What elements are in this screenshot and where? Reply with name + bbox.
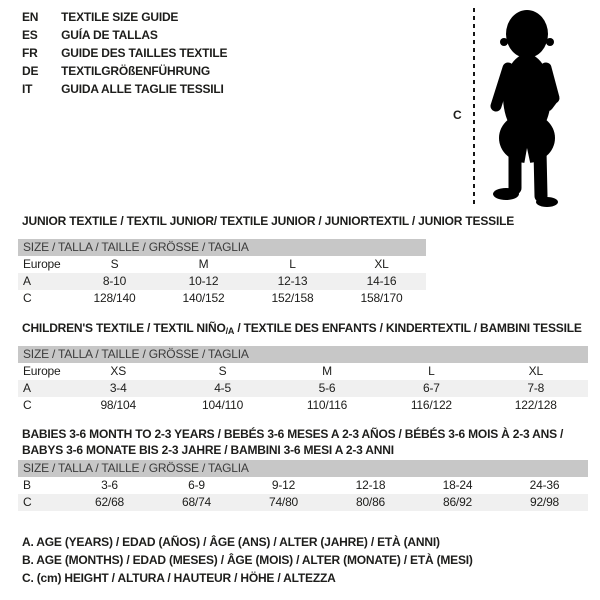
row-label: C (18, 494, 66, 511)
height-cell: 92/98 (501, 494, 588, 511)
size-cell: XL (374, 257, 389, 271)
age-cell: 3-4 (66, 380, 170, 397)
height-cell: 116/122 (410, 398, 452, 412)
table-row (18, 494, 588, 511)
table-row (18, 397, 588, 414)
language-code: DE (22, 64, 39, 78)
language-title: GUÍA DE TALLAS (61, 28, 158, 42)
height-cell: 86/92 (414, 494, 501, 511)
height-cell: 158/170 (360, 291, 403, 305)
size-cell: M (198, 257, 209, 271)
height-dashed-line (473, 8, 475, 208)
children-size-table (18, 346, 588, 414)
children-title-text: / TEXTILE DES ENFANTS / KINDERTEXTIL / BAMBINI TESSILE (234, 321, 582, 335)
row-label: C (23, 398, 32, 412)
age-cell: 7-8 (484, 380, 588, 397)
height-cell: 80/86 (327, 494, 414, 511)
height-cell: 122/128 (514, 398, 557, 412)
language-title: GUIDE DES TAILLES TEXTILE (61, 46, 228, 60)
size-cell: S (110, 257, 119, 271)
height-cell: 68/74 (153, 494, 240, 511)
age-cell: 9-12 (271, 478, 296, 492)
children-table-title (22, 321, 582, 336)
table-row (18, 363, 588, 380)
table-row (18, 380, 588, 397)
size-cell: XS (110, 364, 126, 378)
table-row (18, 256, 426, 273)
age-cell: 12-13 (248, 273, 337, 290)
note-age-months: B. AGE (MONTHS) / EDAD (MESES) / ÂGE (MOIS) / ALTER (MONATE) / ETÀ (MESI) (22, 553, 473, 567)
language-code: IT (22, 82, 33, 96)
age-cell: 12-18 (355, 478, 386, 492)
age-cell: 4-5 (170, 380, 274, 397)
language-title: TEXTILE SIZE GUIDE (61, 10, 179, 24)
height-cell: 62/68 (66, 494, 153, 511)
language-row-fr (22, 44, 227, 62)
height-cell: 110/116 (306, 398, 348, 412)
language-row-it (22, 80, 227, 98)
junior-size-table (18, 239, 426, 307)
row-label: A (18, 380, 66, 397)
size-cell: L (428, 364, 435, 378)
height-cell: 128/140 (93, 291, 136, 305)
height-cell: 74/80 (240, 494, 327, 511)
row-label: C (23, 291, 32, 305)
height-cell: 140/152 (182, 291, 225, 305)
language-row-en (22, 8, 227, 26)
language-code: FR (22, 46, 38, 60)
table-row (18, 477, 588, 494)
age-cell: 6-9 (188, 478, 205, 492)
note-height: C. (cm) HEIGHT / ALTURA / HAUTEUR / HÖHE / ALTEZZA (22, 571, 336, 585)
size-header-cell: SIZE / TALLA / TAILLE / GRÖSSE / TAGLIA (18, 239, 426, 256)
height-cell: 98/104 (100, 398, 136, 412)
table-header-row (18, 460, 588, 477)
size-cell: XL (528, 364, 543, 378)
children-title-subscript: /A (225, 326, 235, 336)
babies-title-line2: BABYS 3-6 MONATE BIS 2-3 JAHRE / BAMBINI 3-6 MESI A 2-3 ANNI (22, 443, 394, 457)
size-cell: S (218, 364, 227, 378)
language-code: ES (22, 28, 38, 42)
language-list (22, 8, 227, 98)
note-age-years: A. AGE (YEARS) / EDAD (AÑOS) / ÂGE (ANS) / ALTER (JAHRE) / ETÀ (ANNI) (22, 535, 440, 549)
children-title-text: CHILDREN'S TEXTILE / TEXTIL NIÑO (22, 321, 226, 335)
babies-table-title (22, 426, 582, 458)
table-row (18, 273, 426, 290)
junior-table-title: JUNIOR TEXTILE / TEXTIL JUNIOR/ TEXTILE JUNIOR / JUNIORTEXTIL / JUNIOR TESSILE (22, 214, 515, 228)
size-cell: M (322, 364, 332, 378)
size-header-cell: SIZE / TALLA / TAILLE / GRÖSSE / TAGLIA (18, 346, 588, 363)
height-measure-label: C (453, 108, 462, 122)
age-cell: 10-12 (159, 273, 248, 290)
toddler-silhouette-icon (486, 6, 578, 208)
language-row-de (22, 62, 227, 80)
age-cell: 18-24 (442, 478, 473, 492)
table-header-row (18, 346, 588, 363)
language-title: GUIDA ALLE TAGLIE TESSILI (61, 82, 224, 96)
legend-notes (22, 533, 473, 587)
size-header-cell: SIZE / TALLA / TAILLE / GRÖSSE / TAGLIA (18, 460, 588, 477)
age-cell: 6-7 (379, 380, 483, 397)
row-label: B (23, 478, 31, 492)
size-cell: L (289, 257, 296, 271)
language-code: EN (22, 10, 39, 24)
height-cell: 104/110 (202, 398, 244, 412)
height-cell: 152/158 (271, 291, 314, 305)
row-label: A (18, 273, 70, 290)
babies-title-line1: BABIES 3-6 MONTH TO 2-3 YEARS / BEBÉS 3-6 MESES A 2-3 AÑOS / BÉBÉS 3-6 MOIS À 2-3 ANS / (22, 427, 564, 441)
babies-size-table (18, 460, 588, 511)
language-title: TEXTILGRÖßENFÜHRUNG (61, 64, 211, 78)
age-cell: 8-10 (70, 273, 159, 290)
age-cell: 5-6 (275, 380, 379, 397)
table-header-row (18, 239, 426, 256)
age-cell: 14-16 (337, 273, 426, 290)
age-cell: 24-36 (529, 478, 560, 492)
row-label: Europe (23, 257, 61, 271)
age-cell: 3-6 (101, 478, 118, 492)
row-label: Europe (23, 364, 61, 378)
table-row (18, 290, 426, 307)
language-row-es (22, 26, 227, 44)
